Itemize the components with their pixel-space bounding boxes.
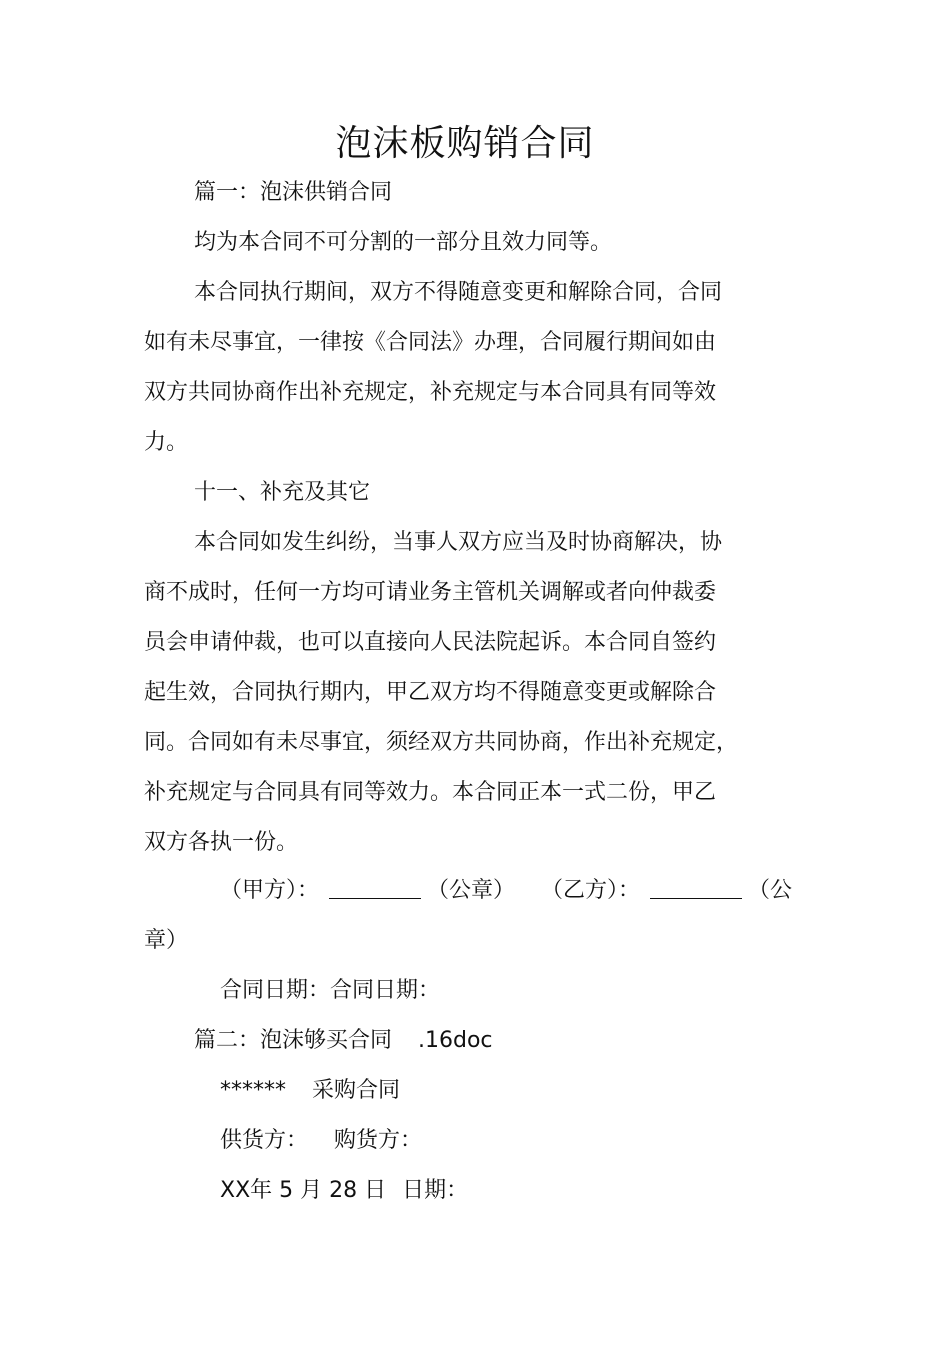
purchase-contract-text: 采购合同: [312, 1078, 401, 1103]
buyer-label: 购货方：: [334, 1128, 423, 1153]
party-b-signature-blank: [650, 878, 742, 899]
section1-heading: 篇一：泡沫供销合同: [194, 180, 393, 205]
paragraph-line-2: 本合同执行期间，双方不得随意变更和解除合同，合同: [194, 280, 723, 305]
party-b-seal: （公: [748, 878, 793, 903]
contract-date-line: 合同日期：合同日期：: [220, 978, 441, 1003]
date-label: 日期：: [402, 1178, 469, 1203]
party-a-seal: （公章）: [427, 878, 516, 903]
paragraph-line-9: 员会申请仲裁，也可以直接向人民法院起诉。本合同自签约: [144, 630, 717, 655]
section2-heading-suffix: .16doc: [418, 1028, 493, 1053]
paragraph-line-13: 双方各执一份。: [144, 830, 299, 855]
paragraph-line-10: 起生效，合同执行期内，甲乙双方均不得随意变更或解除合: [144, 680, 717, 705]
supplier-label: 供货方：: [220, 1128, 309, 1153]
paragraph-line-7: 本合同如发生纠纷，当事人双方应当及时协商解决，协: [194, 530, 723, 555]
stars-text: ******: [220, 1078, 286, 1103]
clause-11-heading: 十一、补充及其它: [194, 480, 371, 505]
party-a-signature-blank: [329, 878, 421, 899]
date-line: [220, 1176, 468, 1206]
section2-heading-text: 篇二：泡沫够买合同: [194, 1028, 393, 1053]
paragraph-line-11: 同。合同如有未尽事宜，须经双方共同协商，作出补充规定，: [144, 730, 739, 755]
paragraph-line-5: 力。: [144, 430, 189, 455]
party-a-label: （甲方）：: [220, 878, 320, 903]
signature-seal-continued: 章）: [144, 928, 189, 953]
document-title: 泡沫板购销合同: [335, 123, 595, 164]
paragraph-line-12: 补充规定与合同具有同等效力。本合同正本一式二份，甲乙: [144, 780, 717, 805]
paragraph-line-8: 商不成时，任何一方均可请业务主管机关调解或者向仲裁委: [144, 580, 717, 605]
purchase-contract-line: [220, 1076, 400, 1106]
paragraph-line-1: 均为本合同不可分割的一部分且效力同等。: [194, 230, 613, 255]
paragraph-line-4: 双方共同协商作出补充规定，补充规定与本合同具有同等效: [144, 380, 717, 405]
date-value: XX年 5 月 28 日: [220, 1178, 387, 1203]
parties-line: [220, 1126, 422, 1156]
paragraph-line-3: 如有未尽事宜，一律按《合同法》办理，合同履行期间如由: [144, 330, 717, 355]
signature-line: [220, 876, 792, 906]
party-b-label: （乙方）：: [541, 878, 641, 903]
section2-heading: [194, 1026, 493, 1056]
